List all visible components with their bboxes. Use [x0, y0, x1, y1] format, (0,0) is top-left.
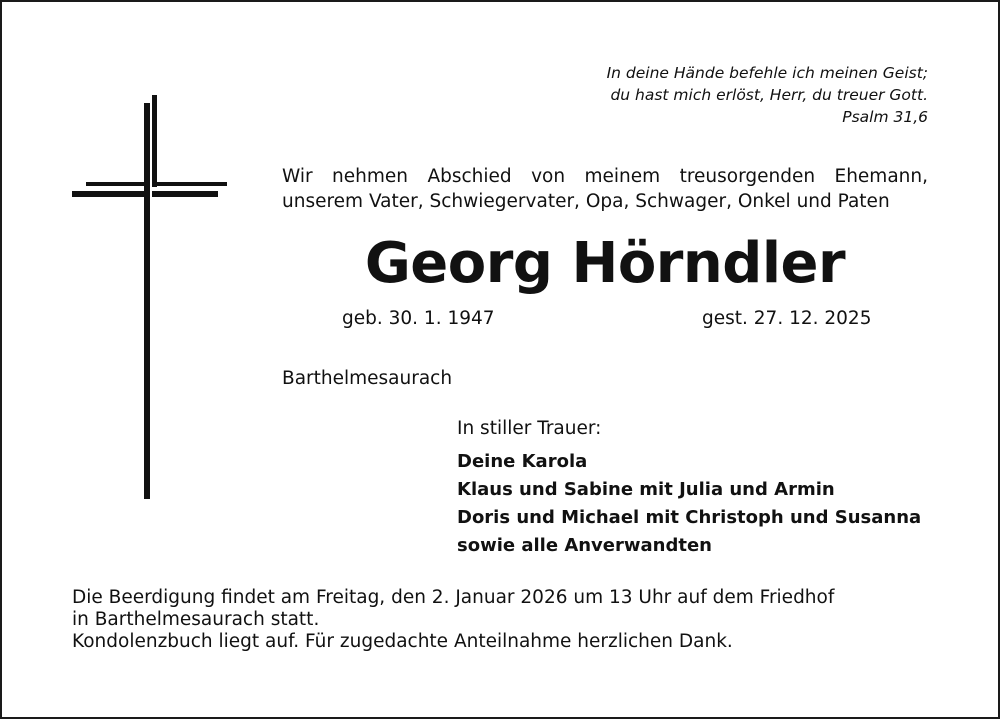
birth-date: geb. 30. 1. 1947 [342, 308, 495, 329]
funeral-line-3: Kondolenzbuch liegt auf. Für zugedachte Anteilnahme herzlichen Dank. [72, 631, 733, 652]
intro-line-1: Wir nehmen Abschied von meinem treusorgenden Ehemann, [282, 166, 928, 187]
mourner-line: sowie alle Anverwandten [457, 535, 712, 556]
funeral-info [72, 587, 834, 653]
mourner-line: Klaus und Sabine mit Julia und Armin [457, 479, 835, 500]
mourners-list [457, 448, 921, 560]
intro-line-2: unserem Vater, Schwiegervater, Opa, Schwager, Onkel und Paten [282, 191, 890, 212]
quote-line-1: In deine Hände befehle ich meinen Geist; [606, 64, 928, 82]
mourner-line: Doris und Michael mit Christoph und Susanna [457, 507, 922, 528]
intro-text [282, 164, 928, 214]
deceased-name: Georg Hörndler [364, 231, 846, 296]
funeral-line-2: in Barthelmesaurach statt. [72, 609, 320, 630]
quote-line-2: du hast mich erlöst, Herr, du treuer Gott. [610, 86, 928, 104]
funeral-line-1: Die Beerdigung findet am Freitag, den 2. Januar 2026 um 13 Uhr auf dem Friedhof [72, 587, 835, 608]
quote-source: Psalm 31,6 [842, 108, 928, 126]
place-name: Barthelmesaurach [282, 368, 453, 389]
mourning-title: In stiller Trauer: [457, 418, 602, 439]
psalm-quote [607, 62, 928, 128]
death-date: gest. 27. 12. 2025 [702, 308, 872, 329]
mourner-line: Deine Karola [457, 451, 588, 472]
